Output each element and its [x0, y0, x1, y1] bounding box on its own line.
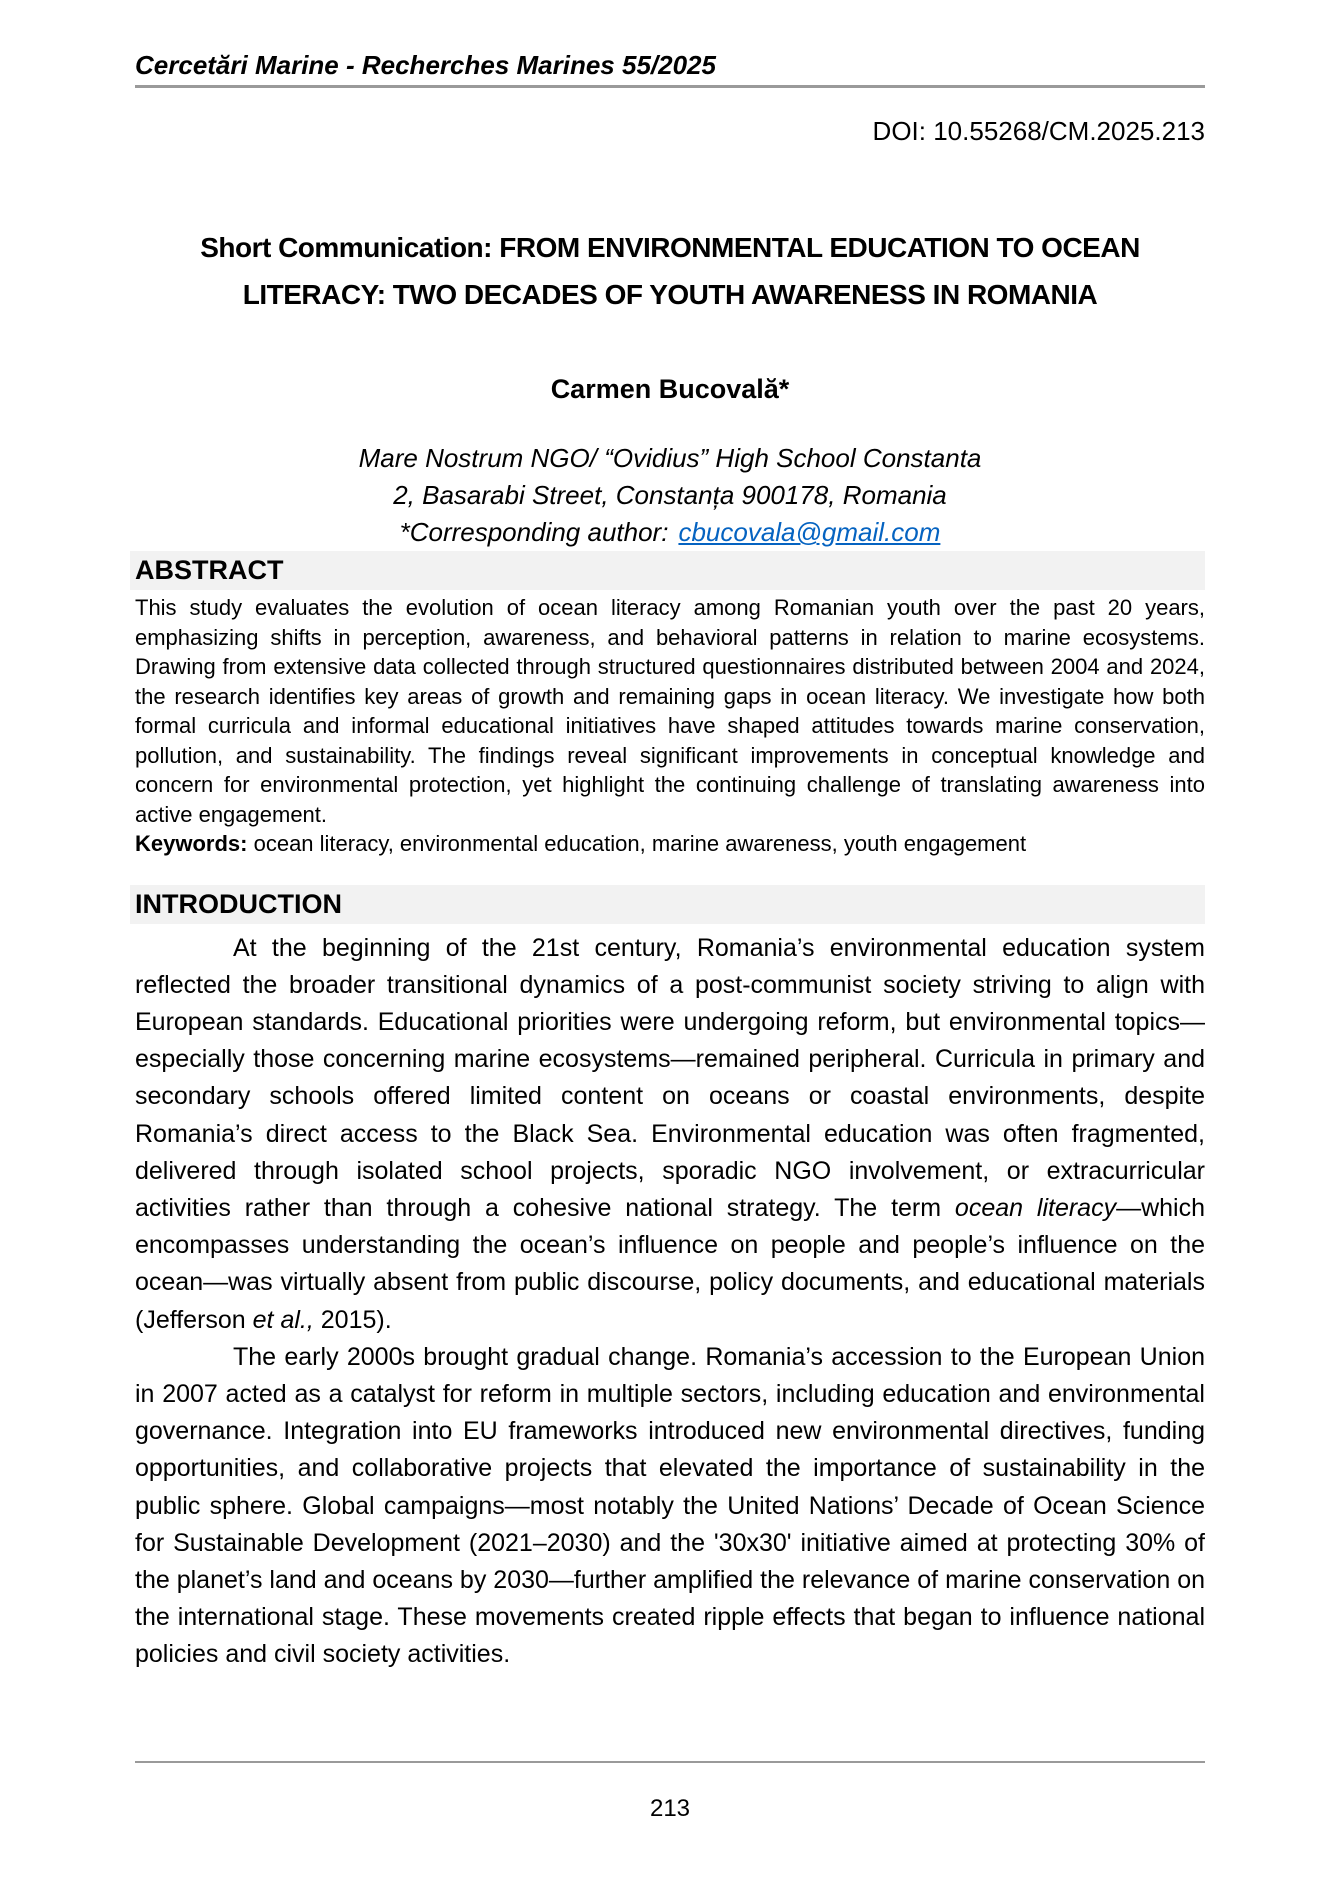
page-number: 213 — [649, 1795, 691, 1822]
article-title-line-2: LITERACY: TWO DECADES OF YOUTH AWARENESS IN ROMANIA — [242, 279, 1098, 310]
keywords-line: Keywords: ocean literacy, environmental education, marine awareness, youth engagement — [135, 831, 1027, 856]
introduction-paragraph-2: The early 2000s brought gradual change. Romania’s accession to the European Union in 2007 acted as a catalyst for reform in multiple sectors, including education and environmental governance. Integration into EU frameworks introduced new environmental directives, funding opportunities, and collaborative projects that elevated the importance of sustainability in the public sphere. Global campaigns—most notably the United Nations’ Decade of Ocean Science for Sustainable Development (2021–2030) and the '30x30' initiative aimed at protecting 30% of the planet’s land and oceans by 2030—further amplified the relevance of marine conservation on the international stage. These movements created ripple effects that began to influence national policies and civil society activities. — [135, 1342, 1205, 1669]
author-name: Carmen Bucovală* — [550, 374, 790, 404]
running-head — [135, 0, 1205, 88]
article-title-line-1: Short Communication: FROM ENVIRONMENTAL EDUCATION TO OCEAN — [200, 232, 1140, 263]
affiliation-block — [135, 440, 1205, 551]
abstract-section-heading: ABSTRACT — [130, 551, 1205, 590]
journal-title: Cercetări Marine - Recherches Marines 55/2025 — [135, 50, 716, 80]
corresponding-author-email-link[interactable]: cbucovala@gmail.com — [678, 517, 941, 547]
affiliation-line-2: 2, Basarabi Street, Constanța 900178, Romania — [393, 480, 947, 510]
footer-rule — [135, 1761, 1205, 1823]
article-title — [135, 224, 1205, 318]
abstract-text: This study evaluates the evolution of ocean literacy among Romanian youth over the past 20 years, emphasizing shifts in perception, awareness, and behavioral patterns in relation to marine ecosystems. Drawing from extensive data collected through structured questionnaires distributed between 2004 and 2024, the research identifies key areas of growth and remaining gaps in ocean literacy. We investigate how both formal curricula and informal educational initiatives have shaped attitudes towards marine conservation, pollution, and sustainability. The findings reveal significant improvements in conceptual knowledge and concern for environmental protection, yet highlight the continuing challenge of translating awareness into active engagement. — [135, 595, 1205, 827]
affiliation-line-1: Mare Nostrum NGO/ “Ovidius” High School Constanta — [358, 443, 982, 473]
corresponding-author-line — [135, 514, 1205, 551]
page-content — [135, 0, 1205, 1674]
corresponding-author-label: *Corresponding author: — [399, 517, 669, 547]
doi: DOI: 10.55268/CM.2025.213 — [872, 116, 1205, 146]
introduction-paragraph-1: At the beginning of the 21st century, Romania’s environmental education system reflected the broader transitional dynamics of a post-communist society striving to align with European standards. Educational priorities were undergoing reform, but environmental topics—especially those concerning marine ecosystems—remained peripheral. Curricula in primary and secondary schools offered limited content on oceans or coastal environments, despite Romania’s direct access to the Black Sea. Environmental education was often fragmented, delivered through isolated school projects, sporadic NGO involvement, or extracurricular activities rather than through a cohesive national strategy. The term ocean literacy—which encompasses understanding the ocean’s influence on people and people’s influence on the ocean—was virtually absent from public discourse, policy documents, and educational materials (Jefferson et al., 2015). — [135, 933, 1205, 1334]
introduction-section-heading: INTRODUCTION — [130, 885, 1205, 924]
